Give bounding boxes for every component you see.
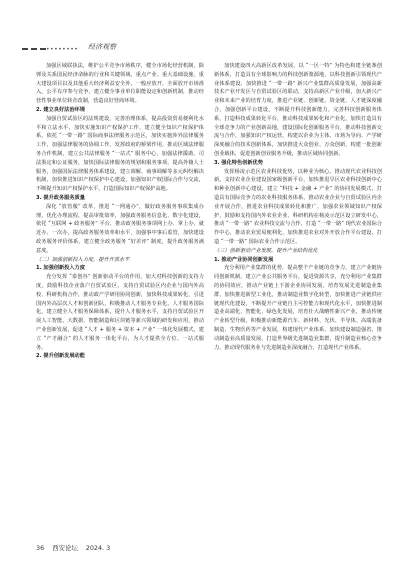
- journal-name: 西安论坛: [52, 544, 78, 552]
- header-rule: [22, 48, 46, 50]
- body-paragraph: 加快建设四大高新区改革发展，以 “一区一特” 为特色构建全链条创新体系，打造具有全球影响力的科技创新策源地，以科技创新引领现代产业体系建设，加快推进 “一带一路” 新兴产业集群高质量发展，加强高新技术产业开发区与自贸试验区的联动，支持高新区产业升级，加大新兴产业和未来产业的培育力度，推进产业链、创新链、资金链、人才链深度融合，加强创新平台建设，不断提升科技创新能力，完善科技创新服务体系，打造科技成果转化平台，推动科技成果转化和产业化，加快打造具有全球竞争力的产业创新高地，建设国际化创新服务平台，推动科技创新交流与合作，加强知识产权运营，构建以企业为主体、市场为导向、产学研深度融合的技术创新体系，加快推进大众创业、万众创新，构建一批创新创业载体，促进创新创业服务升级，推动区域协同创新。: [214, 63, 382, 157]
- left-column: [36, 62, 204, 361]
- header-dots: ••••••••: [46, 46, 79, 53]
- section-heading: （二）加强创新投入力度，提升开放水平: [36, 256, 130, 263]
- body-paragraph: 充分发挥 “泰创谷” 创新驱动平台的作用，加大对科技创新的支持力度，鼓励科技企业落户自贸试验区，支持自贸试验区内企业与国内外高校、科研机构合作，推动政产学研用协同创新，加快科技成果转化，引进国内外高层次人才和创新团队，积极推动人才服务专业化、人才服务国际化，建立健全人才服务保障体系，提升人才服务水平，支持自贸试验区开展人工智能、大数据、智能制造和区块链等新兴领域的研发和应用，推动产业创新发展，促进 “人才 + 服务 + 资本 + 产业” 一体化发展模式，建立 “产才融合” 的人才服务一体化平台，为人才提供全方位、一站式服务。: [36, 274, 204, 351]
- page-number: 36: [36, 544, 45, 552]
- section-heading: 1. 推动产业协同创新发展: [214, 256, 274, 263]
- section-heading: 3. 强化特色创新优势: [214, 159, 263, 166]
- section-heading: 2. 建立良好法治环境: [36, 106, 85, 113]
- body-paragraph: 加强自贸试验区的法规建设，完善治理体系，提高投资贸易便利化水平和立法水平，加快实施知识产权保护工作，建立健全知识产权保护体系。依托 “一带一路” 国际商事法律服务示范区，加快实施涉外法律服务工作，加强法律服务的协调工作，发挥政府的桥梁作用，推动区域法律服务合作机制，建立公共法律服务 “一站式” 服务中心，加强法律援助、司法鉴定和公证服务，加快国际法律服务的规划和服务事项，提高外籍人士服务，加强国际法律服务体系建设，建立调解、商事调解等多元纠纷解决机制，加快推进知识产权保护中心建设，加强知识产权国际合作与交流，不断提升知识产权保护水平，打造国际知识产权保护高地。: [36, 115, 204, 193]
- issue-number: 2024. 3: [85, 544, 111, 552]
- section-title: 经济观察: [88, 43, 116, 51]
- page-footer: [36, 543, 116, 552]
- section-heading: 1. 加强创新投入力度: [36, 265, 85, 272]
- body-paragraph: 充分利用产业集群的优势，提高整个产业链的竞争力，建立产业链协同创新机制，建立产业公共服务平台，促进资源共享，充分利用产业集群的协同效应，推动产业链上下游企业协同发展，培育发展先进制造业集群，加快推进新型工业化，推动制造业数字化转型，加快推进产业链供应链现代化建设，不断提升产业链自主可控能力和现代化水平，加快推进制造业高端化、智能化、绿色化发展，培育壮大战略性新兴产业，推动传统产业转型升级，积极推动新能源汽车、新材料、光伏、半导体、高端装备制造、生物医药等产业发展，构建现代产业体系，加快建设制造强省，推动制造业高质量发展，打造世界级先进制造业集群，提升制造业核心竞争力，推动现代服务业与先进制造业深度融合，打造现代产业体系。: [214, 265, 382, 351]
- section-heading: （三）创新驱动产业发展，提升产业结构优化: [214, 247, 318, 254]
- section-heading: 3. 提升政务服务质量: [36, 194, 85, 201]
- section-heading: 2. 提升创新发展动能: [36, 353, 85, 360]
- body-paragraph: 发挥杨凌示范区农业科技优势，以种业为核心，推动现代农业科技创新，支持农业企业建设国家级创新平台，加快推进旱区农业科技创新中心和种业创新中心建设，建立 “科技 + 金融 + 产业” 的协同发展模式，打造具有国际竞争力的农业科技服务体系，推动农业企业与自贸试验区内企业开展合作，推进农业科技成果转化和推广，加强农业领域知识产权保护，鼓励和支持国内外农业企业、科研机构在杨凌示范区设立研发中心，推动 “一带一路” 农业科技交流与合作，打造 “一带一路” 现代农业国际合作中心，推动农业贸易便利化，加快推进农业对外开放合作平台建设，打造 “一带一路” 国际农业合作示范区。: [214, 168, 382, 245]
- body-paragraph: 深化 “放管服” 改革，推进 “一网通办”，做好政务服务事项集成办理，优化办理流程，提高审批效率，加强政务服务信息化、数字化建设，依托 “互联网 + 政务服务” 平台，推动政务服务事项网上办、掌上办、就近办、一次办，提高政务服务效率和水平，加强事中事后监管，加快建设政务服务评价体系，建立健全政务服务 “好差评” 制度，提升政务服务满意度。: [36, 203, 204, 254]
- body-paragraph: 加强区域联执法，维护公平竞争市场秩序，健全市场化经营机制，除弹及关系国民经济命脉的行业和关键领域，重点产业、重大基础设施、重大建设项目以及其他重大经济利益安全外，一般应放开，全面放开市场准入，公平有序参与竞争，建立健全事业单位职能设定和创新机制，推动经营性事业单位转企改制，营造良好营商环境。: [36, 63, 204, 105]
- right-column: [214, 62, 382, 352]
